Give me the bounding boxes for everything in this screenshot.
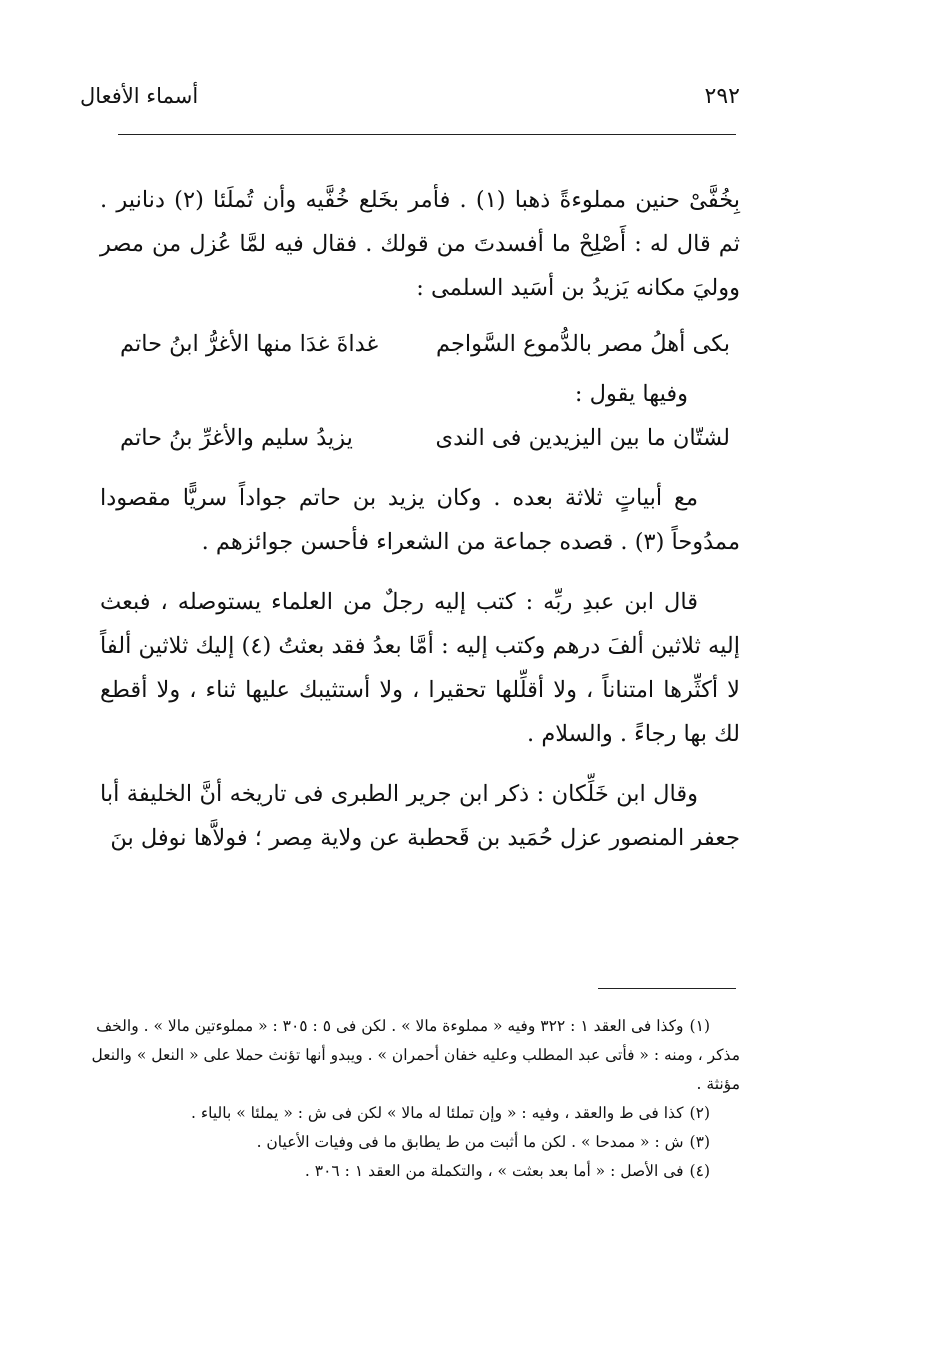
footnote-1 [85, 1012, 740, 1099]
footnote-2-text: كذا فى ط والعقد ، وفيه : « وإن تملئا له مالا » لكن فى ش : « يملئا » بالياء . [190, 1104, 684, 1122]
footnote-3-text: ش : « ممدحا » . لكن ما أثبت من ط يطابق ما فى وفيات الأعيان . [256, 1133, 684, 1151]
paragraph-2: مع أبياتٍ ثلاثة بعده . وكان يزيد بن حاتم جواداً سريًّا مقصودا ممدُوحاً (٣) . قصده جماعة من الشعراء فأحسن جوائزهم . [100, 485, 740, 555]
paragraph-1: بِخُفَّىْ حنين مملوءةً ذهبا (١) . فأمر بخَلع خُفَّيه وأن تُملَئا (٢) دنانير . ثم قال له : أَصْلِحْ ما أفسدتَ من قولك . فقال فيه لمَّا عُزل من مصر ووليَ مكانه يَزيدُ بن أسَيد السلمى : [100, 187, 740, 301]
narrator-line: وفيها يقول : [574, 381, 688, 407]
footnote-4-text: فى الأصل : « أما بعد بعثت » ، والتكملة من العقد ١ : ٣٠٦ . [304, 1162, 684, 1180]
footnote-4-number: (٤) [689, 1162, 710, 1180]
verse-2-second-hemistich: يزيدُ سليم والأغرِّ بنُ حاتم [120, 425, 353, 451]
footnote-2 [85, 1099, 740, 1128]
paragraph-4: وقال ابن خَلِّكان : ذكر ابن جرير الطبرى فى تاريخه أنَّ الخليفة أبا جعفر المنصور عزل حُمَيد بن قَحطبة عن ولاية مِصر ؛ فولاَّها نوفل بنَ [100, 781, 740, 851]
running-title: أسماء الأفعال [80, 84, 199, 108]
page-number: ٢٩٢ [704, 84, 740, 109]
footnote-4 [85, 1157, 740, 1186]
verse-1-second-hemistich: غداةَ غدَا منها الأغرُّ ابنُ حاتم [120, 331, 379, 357]
footnote-rule [598, 988, 736, 989]
verse-2-first-hemistich: لشتّان ما بين اليزيدين فى الندى [435, 425, 730, 451]
verse-2 [100, 416, 740, 460]
footnote-3 [85, 1128, 740, 1157]
verse-1 [100, 322, 740, 366]
footnote-2-number: (٢) [689, 1104, 710, 1122]
verse-1-first-hemistich: بكى أهلُ مصر بالدُّموع السَّواجم [435, 331, 730, 357]
footnote-3-number: (٣) [689, 1133, 710, 1151]
body-text [100, 178, 740, 860]
header-rule [118, 134, 736, 135]
footnote-1-number: (١) [689, 1017, 710, 1035]
footnote-1-text: وكذا فى العقد ١ : ٣٢٢ وفيه « مملوءة مالا » . لكن فى ٥ : ٣٠٥ : « مملوءتين مالا » . والخف مذكر ، ومنه : « فأتى عبد المطلب وعليه خفان أحمران » . ويبدو أنها تؤنث حملا على « النعل » والنعل مؤنثة . [91, 1017, 740, 1093]
paragraph-3: قال ابن عبدِ ربِّه : كتب إليه رجلٌ من العلماء يستوصله ، فبعث إليه ثلاثين ألفَ درهم وكتب إليه : أمَّا بعدُ فقد بعثتُ (٤) إليك ثلاثين ألفاً لا أكثِّرها امتناناً ، ولا أقلِّلها تحقيرا ، ولا أستثيبك عليها ثناء ، ولا أقطع لك بها رجاءً . والسلام . [100, 589, 740, 747]
footnotes [85, 1012, 740, 1186]
